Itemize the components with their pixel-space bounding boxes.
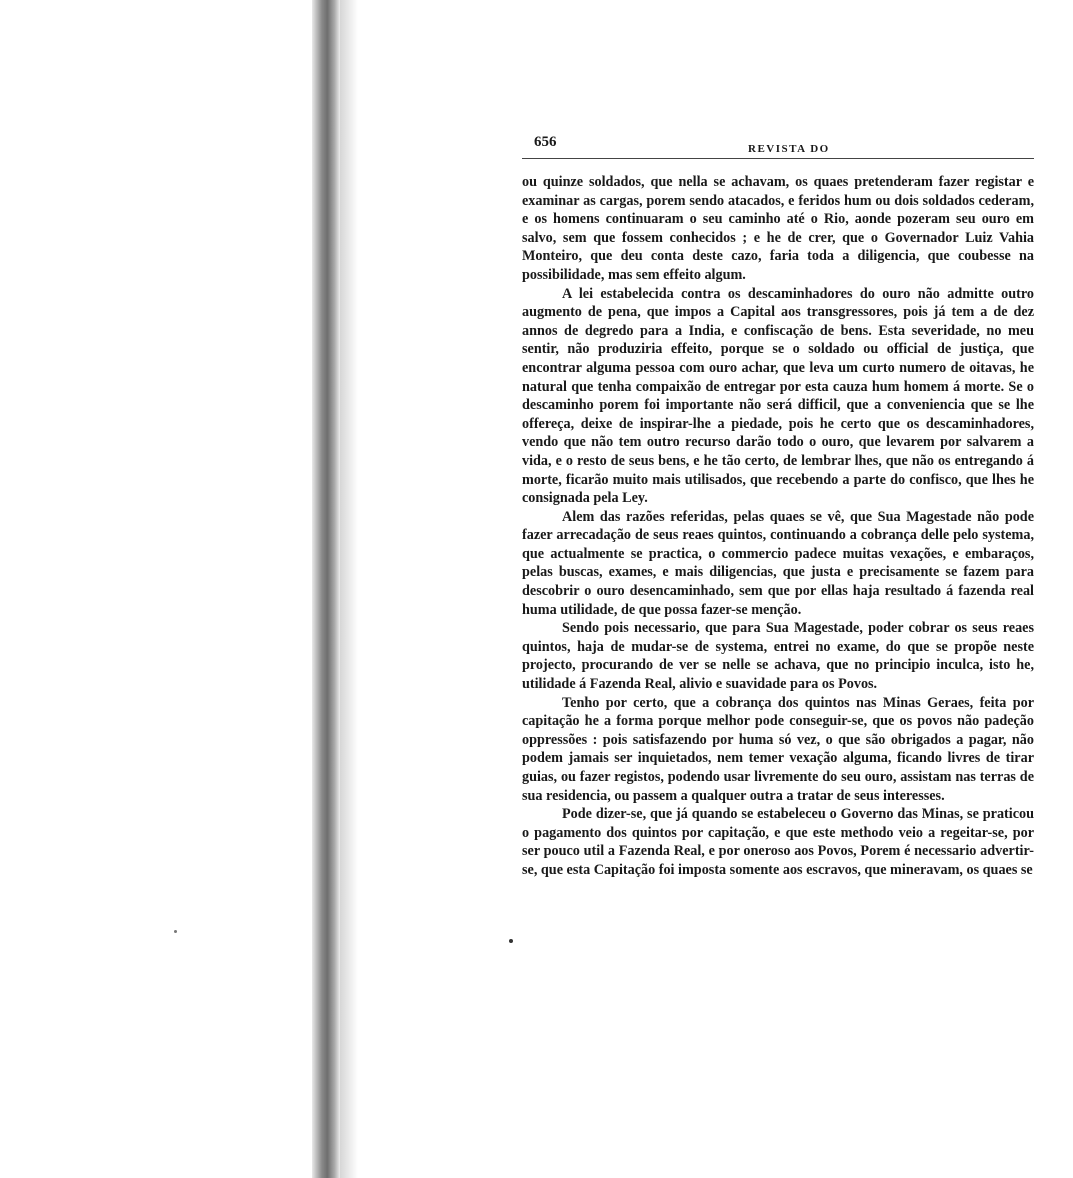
gutter-shadow — [340, 0, 358, 1178]
book-gutter — [312, 0, 340, 1178]
left-page-speck — [174, 930, 177, 933]
running-title: REVISTA DO — [748, 143, 830, 155]
paragraph: Pode dizer-se, que já quando se estabeleceu o Governo das Minas, se praticou o pagamento dos quintos por capitação, e que este methodo veio a regeitar-se, por ser pouco util a Fazenda Real, e por oneroso aos Povos, Porem é necessario advertir-se, que esta Capitação foi imposta somente aos escravos, que mineravam, os quaes se — [522, 806, 1034, 878]
paragraph: Tenho por certo, que a cobrança dos quintos nas Minas Geraes, feita por capitação he a forma porque melhor pode conseguir-se, que os povos não padeção oppressões : pois satisfazendo por huma só vez, o que são obrigados a pagar, não podem jamais ser inquietados, nem temer vexação alguma, ficando livres de tirar guias, ou fazer registos, podendo usar livremente do seu ouro, assistam nas terras de sua residencia, ou passem a qualquer outra a tratar de seus interesses. — [522, 694, 1034, 804]
paragraph: Alem das razões referidas, pelas quaes se vê, que Sua Magestade não pode fazer arrecadação de seus reaes quintos, continuando a cobrança delle pelo systema, que actualmente se practica, o commercio padece muitas vexações, e embaraços, pelas buscas, exames, e mais diligencias, que justa e precisamente se fazem para descobrir o ouro desencaminhado, sem que por ellas haja resultado á fazenda real huma utilidade, de que possa fazer-se menção. — [522, 508, 1034, 618]
margin-mark — [509, 939, 513, 943]
page-number: 656 — [534, 134, 557, 150]
paragraph: ou quinze soldados, que nella se achavam, os quaes pretenderam fazer registar e examinar as cargas, porem sendo atacados, e feridos hum ou dois soldados cederam, e os homens continuaram o seu caminho até o Rio, aonde pozeram seu ouro em salvo, sem que fossem conhecidos ; e he de crer, que o Governador Luiz Vahia Monteiro, que deu conta deste cazo, faria toda a diligencia, que coubesse na possibilidade, mas sem effeito algum. — [522, 174, 1034, 283]
paragraph: A lei estabelecida contra os descaminhadores do ouro não admitte outro augmento de pena, que impos a Capital aos transgressores, pois já tem a de dez annos de degredo para a India, e confiscação de bens. Esta severidade, no meu sentir, não produziria effeito, porque se o soldado ou official de justiça, que encontrar alguma pessoa com ouro achar, que leva um curto numero de oitavas, he natural que tenha compaixão de entregar por esta cauza hum homem á morte. Se o descaminho porem foi importante não será difficil, que a conveniencia que se lhe offereça, deixe de inspirar-lhe a piedade, pois he certo que os descaminhadores, vendo que não tem outro recurso darão todo o ouro, que levarem por salvarem a vida, e o resto de seus bens, e he tão certo, de lembrar lhes, que não os entregando á morte, ficarão muito mais utilisados, que recebendo a parte do confisco, que lhes he consignada pela Ley. — [522, 285, 1034, 507]
page-header — [522, 132, 1034, 159]
paragraph: Sendo pois necessario, que para Sua Magestade, poder cobrar os seus reaes quintos, haja de mudar-se de systema, entrei no exame, do que se propõe neste projecto, procurando de ver se nelle se achava, que no principio inculca, isto he, utilidade á Fazenda Real, alivio e suavidade para os Povos. — [522, 620, 1034, 693]
page-body — [522, 173, 1034, 880]
book-page — [522, 132, 1034, 880]
